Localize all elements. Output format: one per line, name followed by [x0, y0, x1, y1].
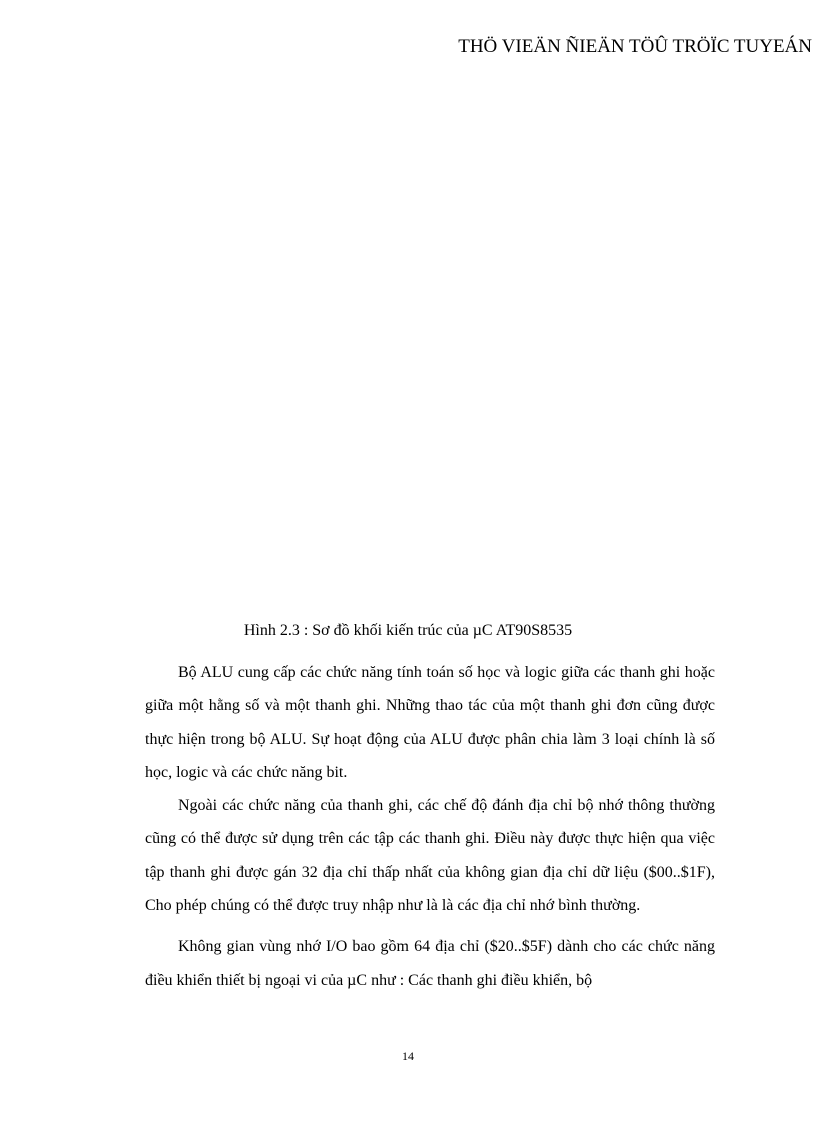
paragraph: Bộ ALU cung cấp các chức năng tính toán số học và logic giữa các thanh ghi hoặc giữa một hằng số và một thanh ghi. Những thao tác của một thanh ghi đơn cũng được thực hiện trong bộ ALU. Sự hoạt động của ALU được phân chia làm 3 loại chính là số học, logic và các chức năng bit.	[145, 664, 715, 781]
body-text	[145, 656, 715, 997]
paragraph: Ngoài các chức năng của thanh ghi, các chế độ đánh địa chỉ bộ nhớ thông thường cũng có thể được sử dụng trên các tập các thanh ghi. Điều này được thực hiện qua việc tập thanh ghi được gán 32 địa chỉ thấp nhất của không gian địa chỉ dữ liệu ($00..$1F), Cho phép chúng có thể được truy nhập như là là các địa chỉ nhớ bình thường.	[145, 797, 715, 915]
figure-caption: Hình 2.3 : Sơ đồ khối kiến trúc của µC AT90S8535	[243, 622, 573, 639]
paragraph: Không gian vùng nhớ I/O bao gồm 64 địa chỉ ($20..$5F) dành cho các chức năng điều khiển thiết bị ngoại vi của µC như : Các thanh ghi điều khiển, bộ	[145, 938, 715, 989]
page-header: THÖ VIEÄN ÑIEÄN TÖÛ TRÖÏC TUYEÁN	[458, 36, 812, 57]
page-number: 14	[402, 1049, 414, 1063]
